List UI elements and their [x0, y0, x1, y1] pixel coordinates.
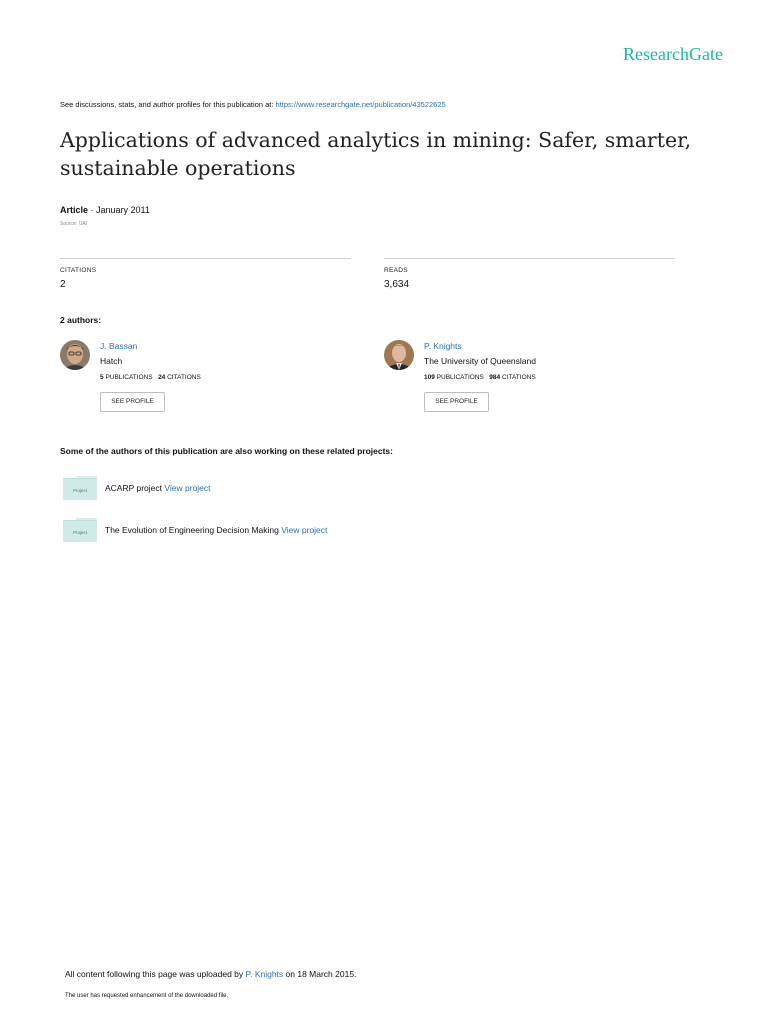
author-stats-knights	[424, 374, 536, 381]
author-avatar-bassan[interactable]	[60, 340, 90, 370]
author-avatar-knights[interactable]	[384, 340, 414, 370]
project-row-acarp	[105, 483, 211, 493]
discussion-note	[60, 100, 446, 109]
discussion-note-text: See discussions, stats, and author profiles for this publication at:	[60, 100, 276, 109]
publication-title: Applications of advanced analytics in mining: Safer, smarter, sustainable operations	[60, 128, 692, 180]
project-name: The Evolution of Engineering Decision Making	[105, 525, 282, 535]
uploader-link[interactable]: P. Knights	[245, 969, 284, 979]
publications-count: 5	[100, 374, 104, 381]
publications-label: PUBLICATIONS	[105, 374, 153, 381]
citations-count: 984	[489, 374, 501, 381]
author-name-knights[interactable]: P. Knights	[424, 341, 462, 351]
publication-url-link[interactable]: https://www.researchgate.net/publication/43522625	[275, 100, 446, 109]
project-folder-icon	[63, 518, 97, 542]
project-folder-label: Project	[72, 488, 87, 493]
citations-divider	[60, 258, 351, 259]
researchgate-logo[interactable]: ResearchGate	[623, 44, 723, 64]
citations-count[interactable]: 2	[60, 279, 66, 290]
see-profile-button-knights[interactable]: SEE PROFILE	[424, 392, 489, 412]
publication-source: Source: OAI	[60, 221, 88, 227]
publication-type: Article	[60, 205, 89, 215]
citations-label: CITATIONS	[60, 267, 97, 274]
view-project-link[interactable]: View project	[281, 525, 328, 535]
citations-label: CITATIONS	[167, 374, 201, 381]
authors-heading: 2 authors:	[60, 315, 102, 325]
author-name-bassan[interactable]: J. Bassan	[100, 341, 138, 351]
projects-heading: Some of the authors of this publication are also working on these related projects:	[60, 446, 393, 456]
meta-separator: ·	[88, 205, 97, 215]
project-folder-icon	[63, 476, 97, 500]
author-institution-bassan: Hatch	[100, 356, 123, 366]
see-profile-button-bassan[interactable]: SEE PROFILE	[100, 392, 165, 412]
upload-note-prefix: All content following this page was uploaded by	[65, 969, 246, 979]
reads-count: 3,634	[384, 279, 410, 290]
reads-divider	[384, 258, 675, 259]
author-institution-knights: The University of Queensland	[424, 356, 536, 366]
publication-date: January 2011	[96, 205, 150, 215]
reads-label: READS	[384, 267, 408, 274]
upload-note-suffix: on 18 March 2015.	[283, 969, 357, 979]
author-stats-bassan	[100, 374, 201, 381]
project-row-engineering-decision	[105, 525, 327, 535]
publications-label: PUBLICATIONS	[436, 374, 484, 381]
citations-count: 24	[158, 374, 166, 381]
publications-count: 109	[424, 374, 435, 381]
publication-meta	[60, 205, 150, 215]
upload-note	[65, 969, 356, 979]
view-project-link[interactable]: View project	[164, 483, 211, 493]
enhancement-note: The user has requested enhancement of the downloaded file.	[65, 993, 229, 999]
project-name: ACARP project	[105, 483, 165, 493]
project-folder-label: Project	[72, 530, 87, 535]
citations-label: CITATIONS	[501, 374, 536, 381]
